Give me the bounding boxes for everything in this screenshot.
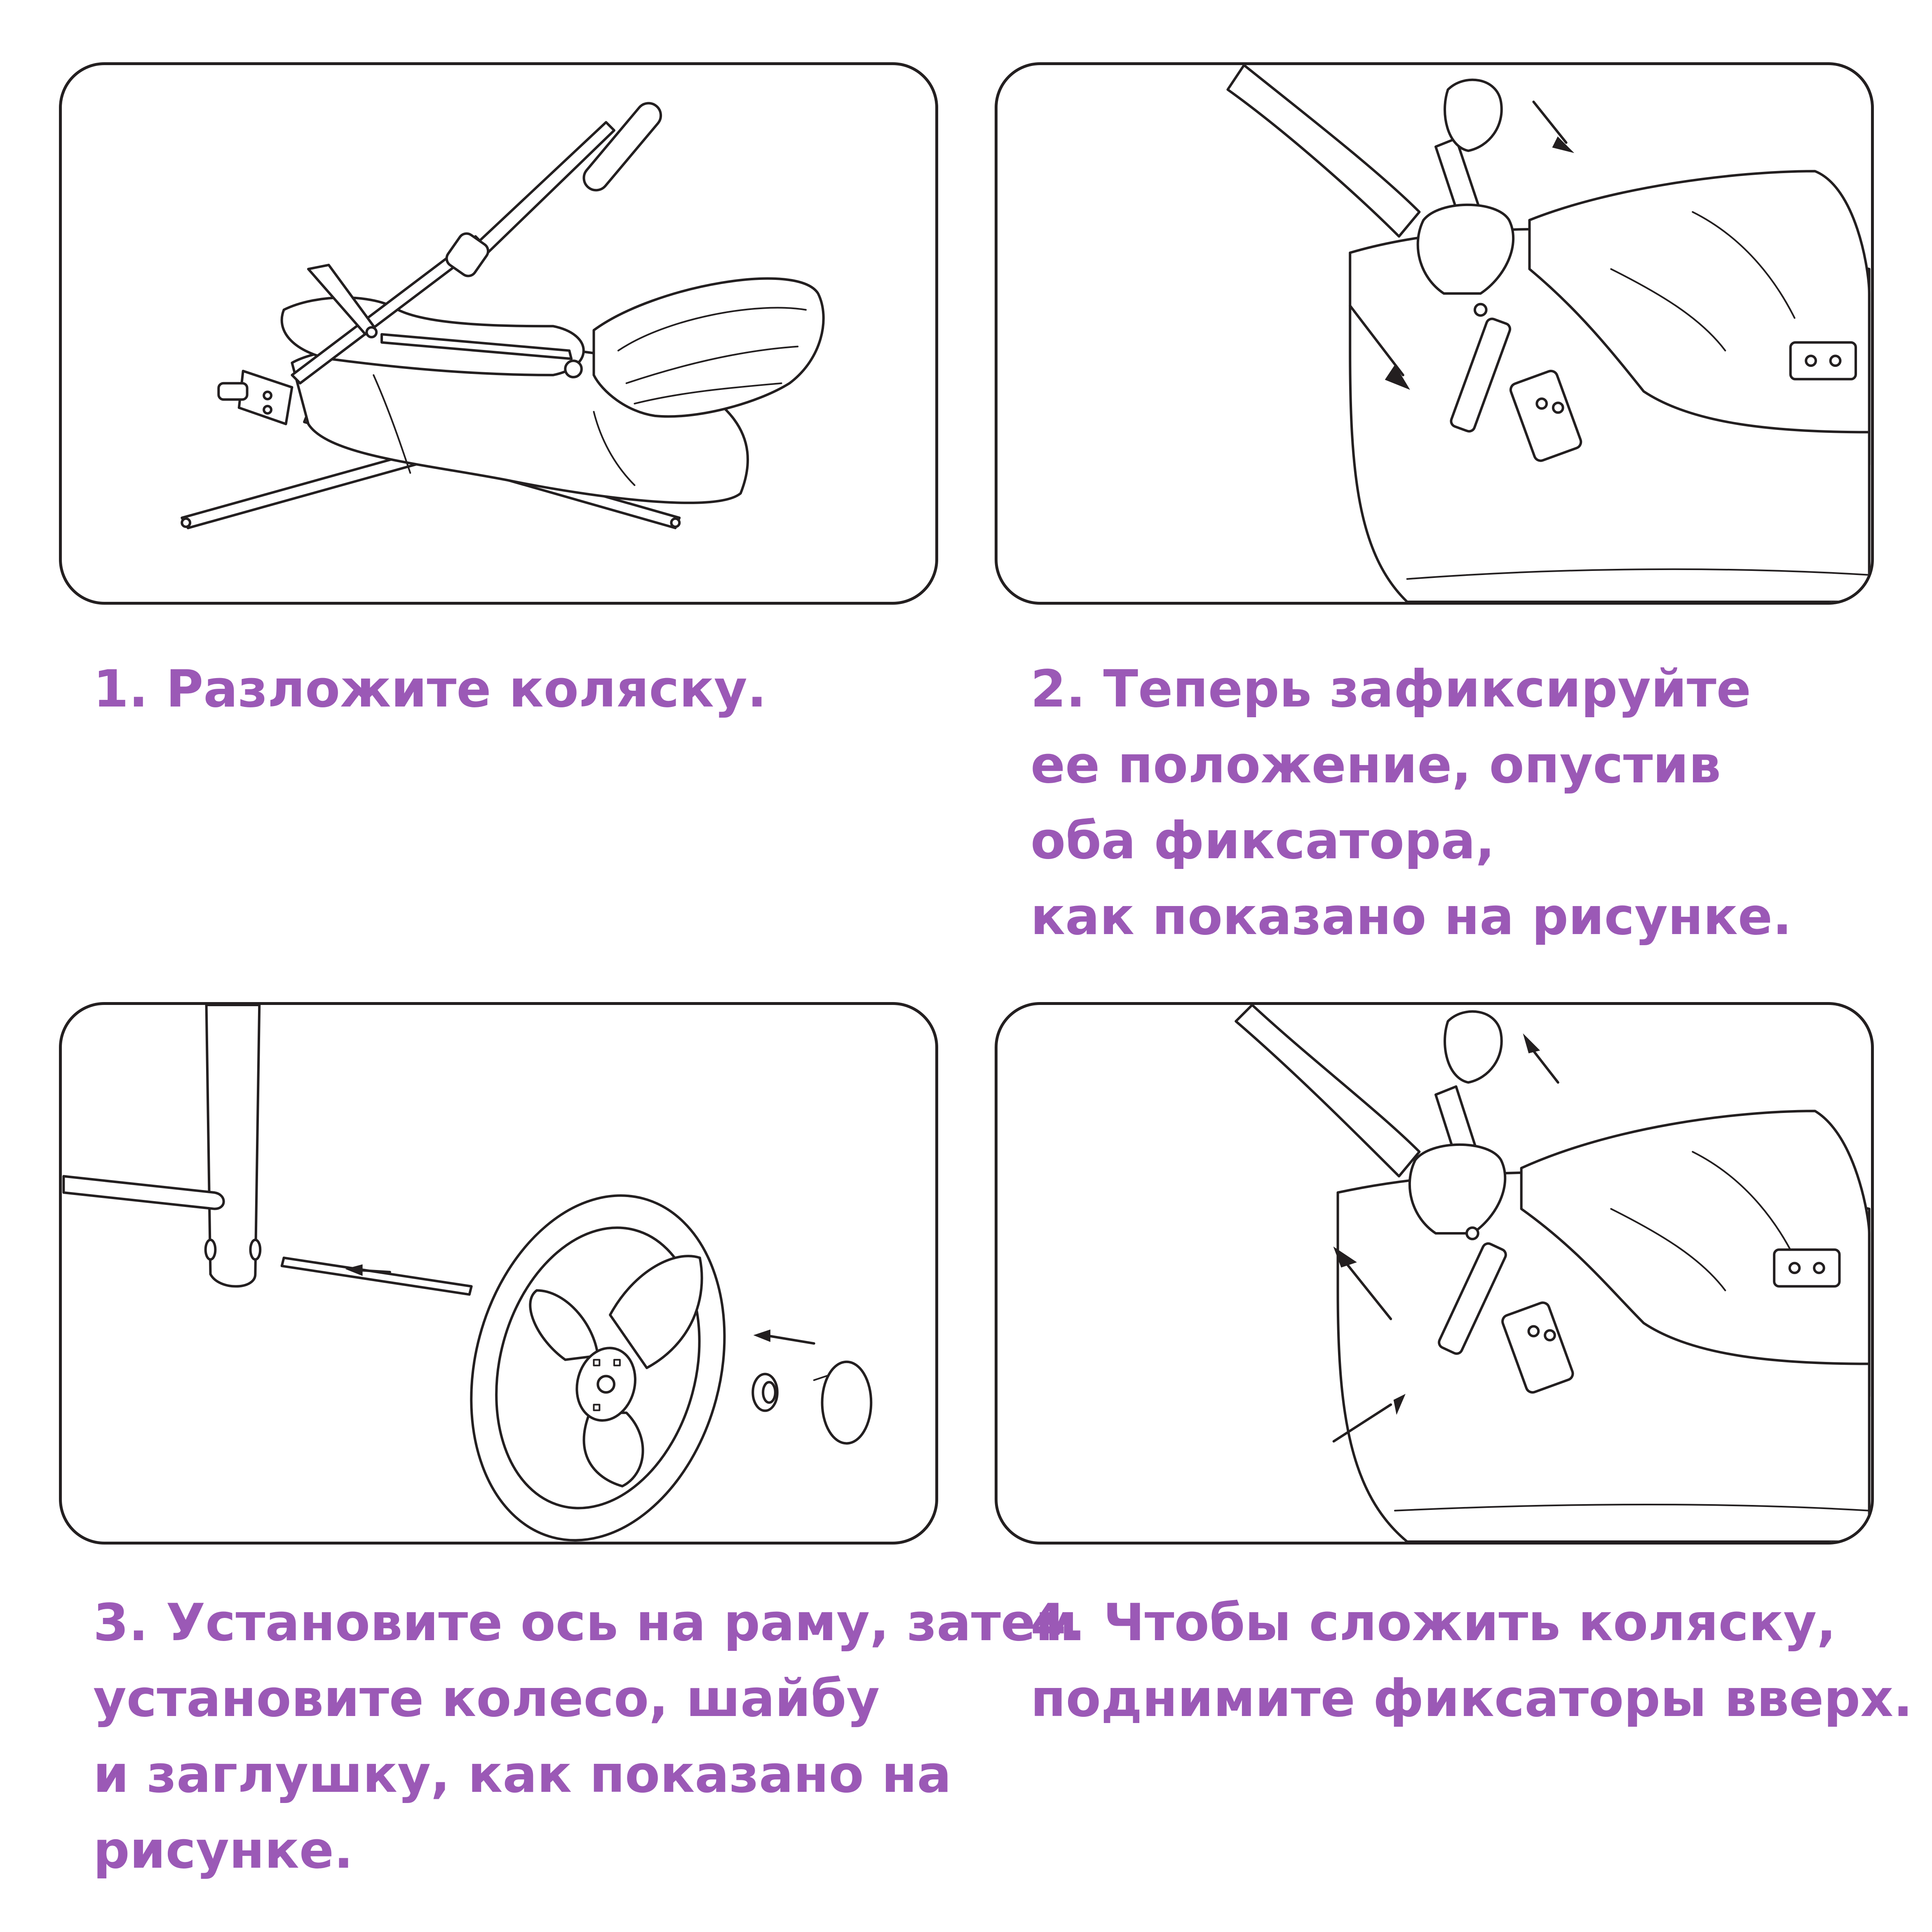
bumper-knob: [565, 361, 582, 377]
axle-stub: [218, 383, 247, 400]
panel-step-4: [995, 1002, 1874, 1545]
right-bracket: [1774, 1250, 1839, 1286]
handle-tube: [1236, 1005, 1419, 1176]
step-1-line-1: 1. Разложите коляску.: [93, 660, 767, 719]
step-4-caption: [1031, 1585, 1913, 1737]
top-hand: [1445, 80, 1502, 151]
panel-step-1: [59, 62, 938, 605]
wheel-assembly-illustration: [62, 1005, 935, 1542]
panel-step-2: [995, 62, 1874, 605]
step-2-line-3: оба фиксатора,: [1031, 811, 1495, 871]
leg-end-left: [182, 519, 190, 527]
leg-end-right: [671, 519, 679, 527]
right-bracket: [1791, 343, 1856, 379]
step-4-line-2: поднимите фиксаторы вверх.: [1031, 1669, 1913, 1728]
lock-latches-down-illustration: [998, 65, 1871, 602]
frame-tube: [63, 1176, 223, 1209]
handle-tube: [1228, 65, 1419, 237]
washer-arrow: [765, 1335, 814, 1343]
step-2-caption: [1031, 651, 1792, 955]
step-3-line-3: и заглушку, как показано на: [93, 1745, 952, 1804]
panel-step-3: [59, 1002, 938, 1545]
hubcap: [822, 1362, 871, 1444]
step-2-line-1: 2. Теперь зафиксируйте: [1031, 660, 1751, 719]
top-hand: [1445, 1012, 1502, 1082]
lock-latches-up-illustration: [998, 1005, 1871, 1542]
step-2-line-2: ее положение, опустив: [1031, 735, 1721, 795]
arrow-down-top: [1533, 102, 1566, 143]
step-3-line-2: установите колесо, шайбу: [93, 1669, 880, 1728]
step-4-line-1: 4. Чтобы сложить коляску,: [1031, 1593, 1836, 1653]
step-3-line-1: 3. Установите ось на раму, затем: [93, 1593, 1078, 1653]
step-1-caption: [93, 651, 767, 727]
stroller-unfolded-illustration: [62, 65, 935, 602]
step-2-line-4: как показано на рисунке.: [1031, 887, 1792, 946]
step-3-caption: [93, 1585, 1077, 1888]
step-3-line-4: рисунке.: [93, 1821, 354, 1880]
axle: [282, 1258, 472, 1294]
